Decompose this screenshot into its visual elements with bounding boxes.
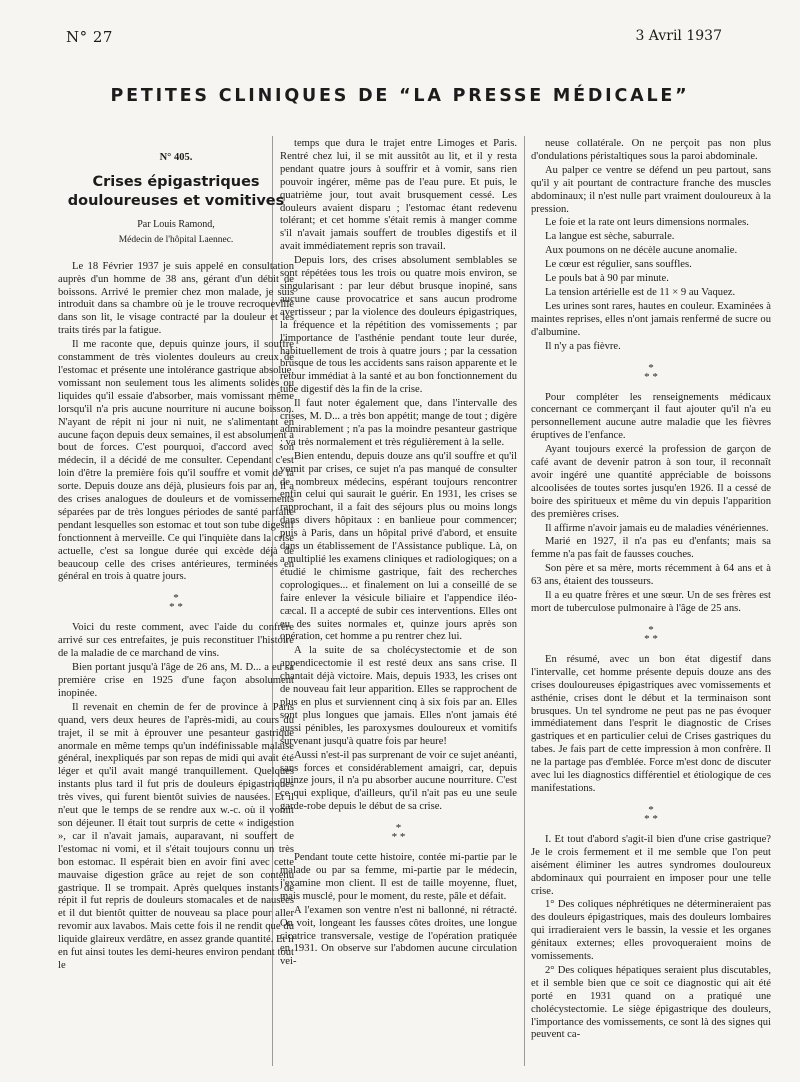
column-2 <box>280 138 517 1068</box>
paragraph: Au palper ce ventre se défend un peu partout, sans qu'il y ait pourtant de contracture franche des muscles abdominaux; il n'est nulle part vraiment douloureux à la pression. <box>531 164 771 215</box>
paragraph: Les urines sont rares, hautes en couleur. Examinées à maintes reprises, elles n'ont jamais renfermé de sucre ou d'albumine. <box>531 300 771 338</box>
paragraph: Ayant toujours exercé la profession de garçon de café avant de devenir patron à son tour, il reconnaît avoir ingéré une quantité appréciable de boissons alcoolisées de toutes sortes jusqu'en 1926. Il a cessé de boire des spiritueux et même du vin depuis l'apparition des premières crises. <box>531 444 771 520</box>
paragraph: En résumé, avec un bon état digestif dans l'intervalle, cet homme présente depuis douze ans des crises douloureuses épigastriques avec vomissements et asthénie, crises dont le début et la terminaison sont brusques. Un tel syndrome ne peut pas ne pas évoquer immédiatement dans l'esprit le diagnostic de Crises gastriques et en particulier celui de Crises gastriques du tabes. Je fais part de cette impression à mon confrère. Il ne la partage pas d'emblée. Force m'est donc de discuter avec lui les diagnostics différentiel et étiologique de ces manifestations. <box>531 653 771 794</box>
paragraph: I. Et tout d'abord s'agit-il bien d'une crise gastrique? Je le crois fermement et il me semble que l'on peut aisément éliminer les autres syndromes douloureux abdominaux qui pourraient en imposer pour une telle crise. <box>531 833 771 897</box>
paragraph: La langue est sèche, saburrale. <box>545 231 675 243</box>
paragraph: Marié en 1927, il n'a pas eu d'enfants; mais sa femme n'a pas fait de fausses couches. <box>531 536 771 561</box>
paragraph: Le foie et la rate ont leurs dimensions normales. <box>545 217 749 229</box>
paragraph: temps que dura le trajet entre Limoges et Paris. Rentré chez lui, il se mit aussitôt au lit, et il y resta pendant quatre jours à souffrir et à vomir, sans rien pouvoir ingérer, même pas de l'eau pure. Et puis, le quatrième jour, tout avait brusquement cessé. Les douleurs avaient disparu ; l'estomac étant redevenu tolérant; et cet homme s'était remis à manger comme s'il n'avait jamais souffert de troubles digestifs et il avait immédiatement repris son travail. <box>280 138 517 253</box>
paragraph: A l'examen son ventre n'est ni ballonné, ni rétracté. On voit, longeant les fausses côtes droites, une longue cicatrice transversale, vestige de l'opération pratiquée en 1931. On observe sur l'abdomen aucune circulation vei- <box>280 904 517 968</box>
author-affiliation: Médecin de l'hôpital Laennec. <box>118 234 234 245</box>
column-2-body <box>280 138 517 969</box>
column-1 <box>58 138 294 1068</box>
issue-number: N° 27 <box>66 28 113 46</box>
paragraph: A la suite de sa cholécystectomie et de son appendicectomie il est resté deux ans sans crise. Il chantait déjà victoire. Mais, depuis 1933, les crises ont de nouveau fait leur apparition. Elles se rapprochent de plus en plus et surviennent cinq à six fois par an. Elles sont plus longues que jamais. Elles n'ont jamais été aussi pénibles, les paroxysmes douloureux et vomitifs survenant jusqu'à quatre fois par heure! <box>280 645 517 747</box>
paragraph: Il faut noter également que, dans l'intervalle des crises, M. D... a très bon appétit; mange de tout ; digère admirablement ; n'a pas la moindre pesanteur gastrique ; va très normalement et très régulièrement à la selle. <box>280 398 517 448</box>
section-separator: * * * <box>644 623 658 645</box>
section-separator: * * * <box>644 361 658 383</box>
column-3-body <box>531 138 771 1042</box>
paragraph: Le 18 Février 1937 je suis appelé en consultation auprès d'un homme de 38 ans, gérant d'un débit de boissons. Arrivé le premier chez mon malade, je suis introduit dans sa chambre où je le trouve recroquevillé dans son lit, le visage contracté par la douleur et les traits tirés par la fatigue. <box>58 260 294 337</box>
paragraph: Pour compléter les renseignements médicaux concernant ce commerçant il faut ajouter qu'il n'a eu personnellement aucune autre maladie que les fièvres éruptives de l'enfance. <box>531 391 771 442</box>
paragraph: Il me raconte que, depuis quinze jours, il souffre constamment de très violentes douleurs au creux de l'estomac et présente une intolérance gastrique absolue, vomissant non seulement tous les aliments solides ou liquides qu'il essaie d'absorber, mais vomissant même lorsqu'il n'a pris aucune nourriture ni aucune boisson. N'ayant de répit ni jour ni nuit, ne s'alimentant en aucune façon depuis deux semaines, il est absolument à bout de forces. C'est pourquoi, d'accord avec son médecin, il a décidé de me consulter. Cependant c'est loin d'être la première fois qu'il souffre et vomit de la sorte. Depuis douze ans déjà, plusieurs fois par an, il a des crises analogues de douleurs et de vomissements séparées par de très longues périodes de santé parfaite pendant lesquelles son estomac et tout son tube digestif fonctionnent à merveille. Ce qui l'inquiète dans la crise actuelle, c'est sa longue durée qui excède déjà de beaucoup celle des crises antérieures, terminées en général en trois à quatre jours. <box>58 339 294 583</box>
paragraph: Il n'y a pas fièvre. <box>545 340 621 352</box>
paragraph: Aussi n'est-il pas surprenant de voir ce sujet anéanti, sans forces et considérablement amaigri, car, depuis quinze jours, il n'a pu absorber aucune nourriture. C'est ce qui explique, d'ailleurs, qu'il n'ait pas eu une seule garde-robe depuis le début de sa crise. <box>280 749 517 813</box>
section-separator: * * * <box>391 822 406 844</box>
issue-date: 3 Avril 1937 <box>635 28 722 44</box>
paragraph: Il a eu quatre frères et une sœur. Un de ses frères est mort de tuberculose pulmonaire à l'âge de 25 ans. <box>531 590 771 614</box>
section-title: PETITES CLINIQUES DE “LA PRESSE MÉDICALE” <box>110 86 690 106</box>
paragraph: 1° Des coliques néphrétiques ne détermineraient pas des douleurs épigastriques, mais des douleurs lombaires qui irradieraient vers le bassin, la vessie et les organes génitaux externes; elles provoqueraient moins de vomissements. <box>531 899 771 963</box>
paragraph: Il revenait en chemin de fer de province à Paris quand, vers deux heures de l'après-midi, au cours du trajet, il se mit à éprouver une pesanteur gastrique anormale en même temps qu'un indéfinissable malaise général, inexpliqués par son repas de midi qui avait été léger et qu'il avait mangé tranquillement. Quelques instants plus tard il fut pris de douleurs épigastriques très vives, qui furent bientôt suivies de nausées. Et il n'eut que le temps de se rendre aux w.-c. où il vomit son déjeuner. Il était tout surpris de cette « indigestion », car il n'avait jamais, auparavant, ni souffert de l'estomac ni vomi, et il s'était toujours connu un très bon estomac. Il espérait bien en avoir fini avec cette mauvaise digestion grâce au rejet de son contenu gastrique. Il se trompait. Après quelques instants de répit il fut repris de douleurs stomacales et de nausées et il dut bientôt quitter de nouveau sa place pour aller revomir aux lavabos. Mais cette fois il ne rendit que du liquide glaireux verdâtre, en assez grande quantité. Et il en fut ainsi toutes les demi-heures environ pendant tout le <box>58 701 294 971</box>
article-title: Crises épigastriques douloureuses et vomitives <box>67 173 285 209</box>
paragraph: Le pouls bat à 90 par minute. <box>545 273 669 285</box>
paragraph: Voici du reste comment, avec l'aide du confrère arrivé sur ces entrefaites, je puis reconstituer l'histoire de la maladie de ce marchand de vins. <box>58 622 294 660</box>
paragraph: Pendant toute cette histoire, contée mi-partie par le malade ou par sa femme, mi-partie par le médecin, j'examine mon client. Il est de taille moyenne, fluet, mais musclé, pour le moment, du reste, pâle et défait. <box>280 852 517 902</box>
paragraph: Bien entendu, depuis douze ans qu'il souffre et qu'il vomit par crises, ce sujet n'a pas manqué de consulter de nombreux médecins, espérant toujours rencontrer enfin celui qui saurait le guérir. En 1931, les crises se rapprochant, il a fait des séjours plus ou moins longs dans divers hôpitaux : en banlieue pour commencer; puis à Paris, dans un hôpital privé d'abord, et ensuite dans un établissement de l'Assistance publique. Là, on a multiplié les examens cliniques et radiologiques; on a étudié le chimisme gastrique, fait des recherches coprologiques... et finalement on lui a conseillé de se faire enlever la vésicule biliaire et l'appendice iléo-cæcal. Il a accepté de subir ces interventions. Elles ont eu des suites normales et, quinze jours après son opération, cet homme a pu rentrer chez lui. <box>280 450 517 643</box>
section-separator: * * * <box>169 592 183 614</box>
paragraph: Il affirme n'avoir jamais eu de maladies vénériennes. <box>545 522 769 534</box>
column-3 <box>531 138 771 1068</box>
paragraph: La tension artérielle est de 11 × 9 au Vaquez. <box>545 286 736 298</box>
paragraph: neuse collatérale. On ne perçoit pas non plus d'ondulations péristaltiques sous la paroi abdominale. <box>531 138 771 162</box>
paragraph: Depuis lors, des crises absolument semblables se sont répétées tous les trois ou quatre mois environ, se singularisant : par leur début brusque inopiné, sans aucune cause provocatrice et sans aucun prodrome avertisseur ; par la violence des douleurs épigastriques, la fréquence et la répétition des vomissements ; par l'importance de l'asthénie pendant toute leur durée, habituellement de trois à quatre jours ; par la cessation brusque de tous les accidents sans raison apparente et le retour immédiat à la santé et au bon fonctionnement du tube digestif dès la fin de la crise. <box>280 255 517 396</box>
column-1-body <box>58 261 294 973</box>
paragraph: Aux poumons on ne décèle aucune anomalie. <box>545 245 738 257</box>
paragraph: Bien portant jusqu'à l'âge de 26 ans, M. D... a eu sa première crise en 1925 d'une façon absolument inopinée. <box>58 662 294 699</box>
paragraph: 2° Des coliques hépatiques seraient plus discutables, et il semble bien que ce soit ce diagnostic qui ait été porté en 1931 quand on a pratiqué une cholécystectomie. Le siège épigastrique des douleurs, l'importance des vomissements, ce sont là des signes qui peuvent ca- <box>531 964 771 1041</box>
paragraph: Son père et sa mère, morts récemment à 64 ans et à 63 ans, étaient des tousseurs. <box>531 563 771 588</box>
article-number: N° 405. <box>159 152 193 163</box>
article-byline: Par Louis Ramond, <box>137 218 215 230</box>
column-divider <box>524 136 525 1066</box>
section-separator: * * * <box>644 803 658 825</box>
paragraph: Le cœur est régulier, sans souffles. <box>545 259 692 271</box>
